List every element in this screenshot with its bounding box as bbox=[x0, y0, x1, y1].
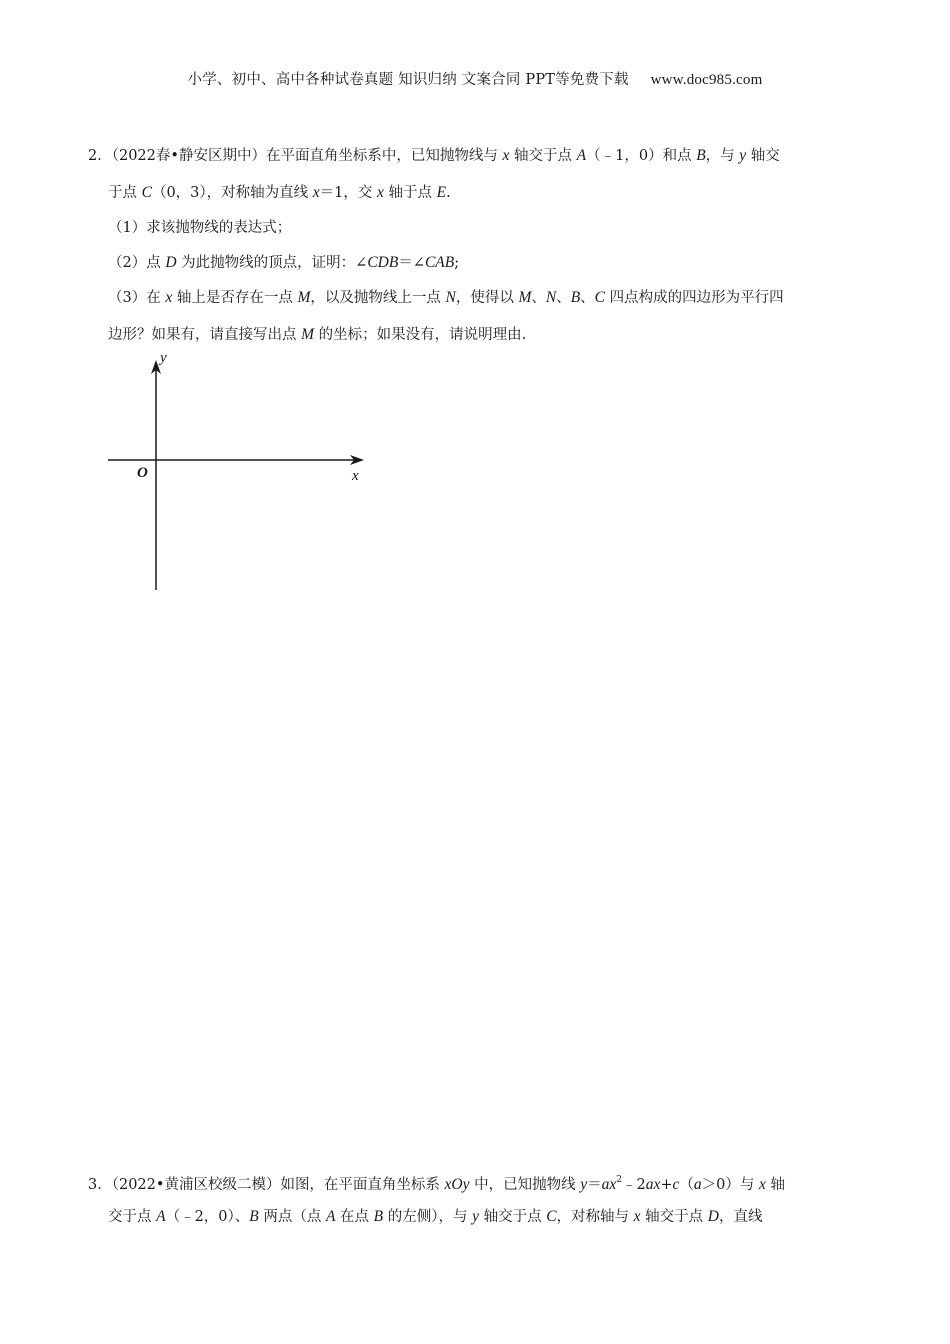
text: ，以及抛物线上一点 bbox=[310, 290, 446, 306]
text: ﹣2 bbox=[621, 1177, 646, 1193]
origin-label: O bbox=[137, 465, 148, 481]
text: 、 bbox=[556, 290, 571, 306]
axes-svg bbox=[100, 350, 380, 600]
math-var: ax bbox=[601, 1176, 617, 1193]
math-var: y bbox=[472, 1208, 479, 1225]
text: + bbox=[660, 1177, 673, 1193]
text: 轴交于点 bbox=[509, 148, 577, 164]
math-var: B bbox=[373, 1208, 384, 1225]
text: （ bbox=[679, 1177, 694, 1193]
problem2-question3 bbox=[108, 288, 784, 308]
problem2-line2 bbox=[108, 183, 451, 203]
text: 的坐标；如果没有，请说明理由. bbox=[314, 327, 527, 343]
math-var: xOy bbox=[444, 1176, 470, 1193]
text: 于点 bbox=[108, 185, 142, 201]
text: 轴交 bbox=[746, 148, 780, 164]
text: （3）在 bbox=[108, 290, 166, 306]
text: 轴交于点 bbox=[640, 1209, 708, 1225]
text: 边形？如果有，请直接写出点 bbox=[108, 327, 302, 343]
math-var: C bbox=[546, 1208, 557, 1225]
text: （2022•黄浦区校级二模）如图，在平面直角坐标系 bbox=[111, 1177, 445, 1193]
superscript: 2 bbox=[616, 1175, 622, 1185]
text: ＝∠ bbox=[398, 255, 425, 271]
text: ，直线 bbox=[718, 1209, 763, 1225]
text: ＝ bbox=[587, 1177, 602, 1193]
problem3-number: 3． bbox=[88, 1177, 112, 1193]
problem2-number: 2． bbox=[88, 148, 112, 164]
text: （2）点 bbox=[108, 255, 166, 271]
math-var: x bbox=[633, 1208, 641, 1225]
math-var: ax bbox=[645, 1176, 661, 1193]
text: ＞0）与 bbox=[701, 1177, 759, 1193]
y-axis-label: y bbox=[160, 350, 167, 366]
text: 轴 bbox=[765, 1177, 785, 1193]
x-axis-label: x bbox=[352, 468, 359, 484]
text: ，与 bbox=[705, 148, 740, 164]
text: 、 bbox=[580, 290, 595, 306]
math-var: y bbox=[580, 1176, 588, 1193]
math-var: x bbox=[377, 184, 384, 201]
math-var: x bbox=[312, 184, 320, 201]
text: （﹣1，0）和点 bbox=[586, 148, 697, 164]
text: （0，3），对称轴为直线 bbox=[151, 185, 313, 201]
page-header bbox=[0, 68, 950, 89]
math-var: a bbox=[693, 1176, 702, 1193]
math-var: x bbox=[165, 289, 173, 306]
problem2-question1 bbox=[108, 218, 291, 238]
text: ，使得以 bbox=[455, 290, 519, 306]
math-var: A bbox=[576, 147, 587, 164]
text: 的左侧），与 bbox=[383, 1209, 473, 1225]
problem2-question3-cont bbox=[108, 325, 526, 345]
math-var: N bbox=[445, 289, 456, 306]
text: 两点（点 bbox=[258, 1209, 326, 1225]
math-var: D bbox=[165, 254, 177, 271]
text: 交于点 bbox=[108, 1209, 157, 1225]
math-var: y bbox=[739, 147, 747, 164]
text: 为此抛物线的顶点，证明：∠ bbox=[176, 255, 368, 271]
problem2-question2 bbox=[108, 253, 459, 273]
problem3-line2 bbox=[108, 1207, 762, 1227]
math-var: D bbox=[707, 1208, 719, 1225]
math-var: M bbox=[297, 289, 311, 306]
text: ，对称轴与 bbox=[556, 1209, 634, 1225]
text: ; bbox=[454, 255, 460, 271]
text: （1）求该抛物线的表达式； bbox=[108, 220, 292, 236]
problem3-line1 bbox=[88, 1170, 785, 1195]
text: 轴于点 bbox=[383, 185, 437, 201]
math-var: N bbox=[545, 289, 557, 306]
problem2-line1 bbox=[88, 146, 780, 166]
math-var: A bbox=[325, 1208, 336, 1225]
text: 轴上是否存在一点 bbox=[172, 290, 298, 306]
header-site: www.doc985.com bbox=[650, 72, 763, 88]
math-var: M bbox=[518, 289, 532, 306]
math-var: C bbox=[594, 289, 606, 306]
math-var: CDB bbox=[367, 254, 399, 271]
text: 轴交于点 bbox=[478, 1209, 547, 1225]
math-var: c bbox=[672, 1176, 680, 1193]
math-var: A bbox=[156, 1208, 166, 1225]
text: 在点 bbox=[335, 1209, 374, 1225]
text: 、 bbox=[531, 290, 546, 306]
math-var: B bbox=[696, 147, 706, 164]
text: 四点构成的四边形为平行四 bbox=[605, 290, 784, 306]
math-var: x bbox=[759, 1176, 766, 1193]
header-text: 小学、初中、高中各种试卷真题 知识归纳 文案合同 PPT等免费下载 bbox=[187, 72, 629, 88]
text: . bbox=[446, 185, 451, 201]
math-var: B bbox=[249, 1208, 259, 1225]
text: 中，已知抛物线 bbox=[469, 1177, 581, 1193]
math-var: x bbox=[502, 147, 510, 164]
text: （2022春•静安区期中）在平面直角坐标系中，已知抛物线与 bbox=[111, 148, 503, 164]
text: （﹣2，0）、 bbox=[165, 1209, 250, 1225]
math-var: E bbox=[436, 184, 447, 201]
math-var: CAB bbox=[424, 254, 455, 271]
math-var: C bbox=[141, 184, 152, 201]
coordinate-axes-figure bbox=[100, 350, 380, 600]
math-var: B bbox=[570, 289, 581, 306]
math-var: M bbox=[301, 326, 315, 343]
text: ＝1，交 bbox=[319, 185, 377, 201]
